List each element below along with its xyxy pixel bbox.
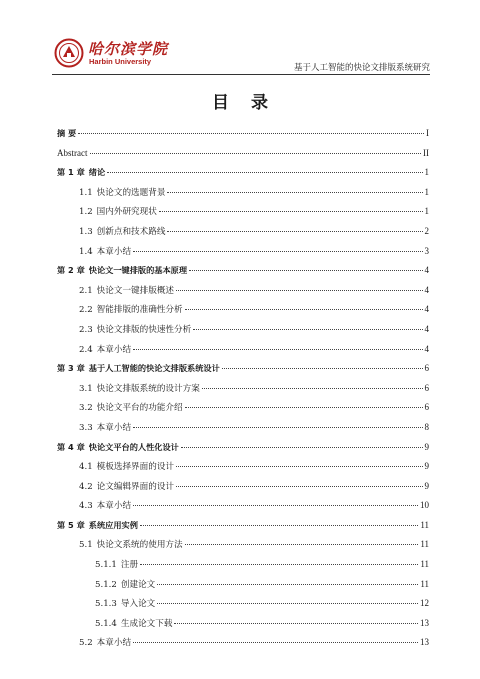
toc-entry-label: 本章小结 — [96, 501, 132, 512]
toc-entry-page: 4 — [424, 304, 429, 315]
toc-entry-number: 第 2 章 — [57, 265, 85, 276]
toc-entry-page: 4 — [424, 343, 429, 354]
toc-entry-label: 基于人工智能的快论文排版系统设计 — [88, 363, 220, 374]
dot-leader — [174, 623, 418, 624]
toc-entry-label: 快论文的选题背景 — [96, 187, 166, 198]
toc-entry-number: 第 1 章 — [57, 167, 85, 178]
toc-entry[interactable] — [57, 202, 429, 222]
dot-leader — [181, 447, 423, 448]
toc-entry-label: 摘 要 — [57, 128, 77, 138]
dot-leader — [159, 211, 423, 212]
table-of-contents — [57, 124, 429, 653]
toc-entry[interactable] — [57, 457, 429, 477]
dot-leader — [157, 603, 418, 604]
dot-leader — [140, 564, 418, 565]
toc-entry-page: 1 — [424, 206, 429, 217]
toc-entry-label: 本章小结 — [96, 246, 132, 257]
toc-entry[interactable] — [57, 281, 429, 301]
toc-entry-page: 9 — [424, 441, 429, 452]
toc-entry-number: 3.1 — [79, 383, 93, 394]
toc-entry-label: 模板选择界面的设计 — [96, 462, 175, 473]
toc-entry-label: 论文编辑界面的设计 — [96, 481, 175, 492]
toc-entry-number: 3.2 — [79, 403, 93, 414]
toc-entry-number: 4.3 — [79, 501, 93, 512]
university-logo — [52, 36, 232, 74]
toc-entry[interactable] — [57, 144, 429, 164]
toc-entry[interactable] — [57, 438, 429, 458]
university-name-cn: 哈尔滨学院 — [88, 40, 169, 58]
toc-entry-page: 9 — [424, 480, 429, 491]
toc-entry-page: 1 — [424, 186, 429, 197]
toc-entry-page: 8 — [424, 421, 429, 432]
dot-leader — [140, 525, 418, 526]
toc-entry-page: 6 — [424, 382, 429, 393]
toc-entry-page: I — [426, 128, 429, 138]
dot-leader — [167, 231, 422, 232]
toc-entry[interactable] — [57, 124, 429, 144]
toc-entry-label: 快论文系统的使用方法 — [96, 540, 183, 551]
toc-entry-label: 国内外研究现状 — [96, 207, 157, 218]
toc-entry-label: 本章小结 — [96, 638, 132, 649]
toc-entry-number: 5.1.2 — [95, 579, 117, 590]
toc-entry-label: 快论文一键排版概述 — [96, 285, 175, 296]
toc-entry[interactable] — [57, 496, 429, 516]
toc-entry-page: 11 — [420, 578, 429, 589]
toc-entry-number: 5.1.3 — [95, 599, 117, 610]
toc-entry-label: 生成论文下载 — [120, 618, 173, 629]
dot-leader — [176, 486, 422, 487]
university-seal-icon — [54, 38, 84, 68]
toc-entry-page: 3 — [424, 245, 429, 256]
toc-entry-number: 第 3 章 — [57, 363, 85, 374]
toc-entry-number: 2.4 — [79, 344, 93, 355]
dot-leader — [90, 153, 422, 154]
toc-entry[interactable] — [57, 398, 429, 418]
toc-entry-label: 本章小结 — [96, 422, 132, 433]
dot-leader — [185, 544, 419, 545]
toc-entry[interactable] — [57, 359, 429, 379]
toc-entry-number: 2.2 — [79, 305, 93, 316]
toc-entry[interactable] — [57, 379, 429, 399]
dot-leader — [222, 368, 423, 369]
header-divider — [52, 74, 430, 75]
toc-entry[interactable] — [57, 242, 429, 262]
toc-entry-label: 系统应用实例 — [88, 519, 138, 530]
thesis-title: 基于人工智能的快论文排版系统研究 — [293, 63, 430, 73]
toc-entry-page: 1 — [424, 167, 429, 178]
toc-entry[interactable] — [57, 594, 429, 614]
toc-entry-page: 13 — [420, 637, 429, 648]
toc-entry[interactable] — [57, 261, 429, 281]
toc-entry[interactable] — [57, 516, 429, 536]
toc-entry-number: 第 4 章 — [57, 441, 85, 452]
toc-entry-page: 6 — [424, 402, 429, 413]
toc-entry-page: 4 — [424, 323, 429, 334]
toc-entry-page: 4 — [424, 265, 429, 276]
toc-entry-number: 5.1.1 — [95, 560, 117, 571]
toc-entry[interactable] — [57, 163, 429, 183]
dot-leader — [189, 270, 422, 271]
dot-leader — [133, 349, 422, 350]
dot-leader — [185, 309, 423, 310]
toc-entry-number: 2.1 — [79, 285, 93, 296]
toc-entry[interactable] — [57, 575, 429, 595]
toc-entry-label: 智能排版的准确性分析 — [96, 305, 183, 316]
toc-entry-number: 1.2 — [79, 207, 93, 218]
toc-entry-label: 快论文平台的人性化设计 — [88, 441, 179, 452]
toc-entry-page: 11 — [420, 519, 429, 530]
toc-entry-label: Abstract — [57, 147, 88, 158]
toc-entry-label: 创建论文 — [120, 579, 156, 590]
dot-leader — [157, 584, 418, 585]
toc-entry[interactable] — [57, 300, 429, 320]
toc-entry-number: 5.1.4 — [95, 618, 117, 629]
toc-entry-number: 3.3 — [79, 422, 93, 433]
toc-entry-number: 4.1 — [79, 462, 93, 473]
toc-entry-page: 10 — [420, 500, 429, 511]
toc-entry[interactable] — [57, 340, 429, 360]
toc-entry-number: 1.4 — [79, 246, 93, 257]
toc-entry-page: 11 — [420, 539, 429, 550]
toc-heading: 目 录 — [212, 93, 276, 113]
toc-entry-label: 本章小结 — [96, 344, 132, 355]
toc-entry-number: 5.2 — [79, 638, 93, 649]
page-header — [52, 36, 430, 76]
dot-leader — [133, 642, 418, 643]
toc-entry-number: 1.3 — [79, 226, 93, 237]
toc-entry-page: 6 — [424, 363, 429, 374]
toc-entry-number: 第 5 章 — [57, 519, 85, 530]
toc-entry-label: 快论文排版系统的设计方案 — [96, 383, 200, 394]
toc-entry[interactable] — [57, 418, 429, 438]
toc-entry-label: 绪论 — [88, 167, 106, 178]
toc-entry[interactable] — [57, 535, 429, 555]
toc-entry[interactable] — [57, 320, 429, 340]
toc-entry[interactable] — [57, 555, 429, 575]
toc-entry[interactable] — [57, 614, 429, 634]
dot-leader — [176, 290, 422, 291]
toc-entry-page: II — [423, 147, 429, 158]
dot-leader — [107, 172, 422, 173]
toc-entry-page: 11 — [420, 559, 429, 570]
dot-leader — [185, 407, 423, 408]
toc-entry-page: 12 — [420, 598, 429, 609]
toc-entry-number: 2.3 — [79, 324, 93, 335]
toc-entry-label: 注册 — [120, 560, 139, 571]
toc-entry-number: 5.1 — [79, 540, 93, 551]
university-name-en: Harbin University — [89, 57, 152, 66]
toc-entry-page: 2 — [424, 225, 429, 236]
dot-leader — [133, 251, 422, 252]
dot-leader — [133, 505, 418, 506]
dot-leader — [176, 466, 422, 467]
toc-entry-label: 快论文平台的功能介绍 — [96, 403, 183, 414]
toc-entry[interactable] — [57, 477, 429, 497]
dot-leader — [193, 329, 422, 330]
dot-leader — [133, 427, 422, 428]
toc-entry-label: 导入论文 — [120, 599, 156, 610]
toc-entry-label: 快论文一键排版的基本原理 — [88, 265, 188, 276]
toc-entry-label: 快论文排版的快速性分析 — [96, 324, 192, 335]
toc-entry-page: 4 — [424, 284, 429, 295]
toc-entry-label: 创新点和技术路线 — [96, 226, 166, 237]
toc-entry-page: 13 — [420, 617, 429, 628]
dot-leader — [78, 133, 424, 134]
toc-entry-number: 1.1 — [79, 187, 93, 198]
toc-entry[interactable] — [57, 222, 429, 242]
toc-entry[interactable] — [57, 183, 429, 203]
dot-leader — [202, 388, 423, 389]
toc-entry-number: 4.2 — [79, 481, 93, 492]
toc-entry[interactable] — [57, 633, 429, 653]
toc-entry-page: 9 — [424, 461, 429, 472]
dot-leader — [167, 192, 422, 193]
